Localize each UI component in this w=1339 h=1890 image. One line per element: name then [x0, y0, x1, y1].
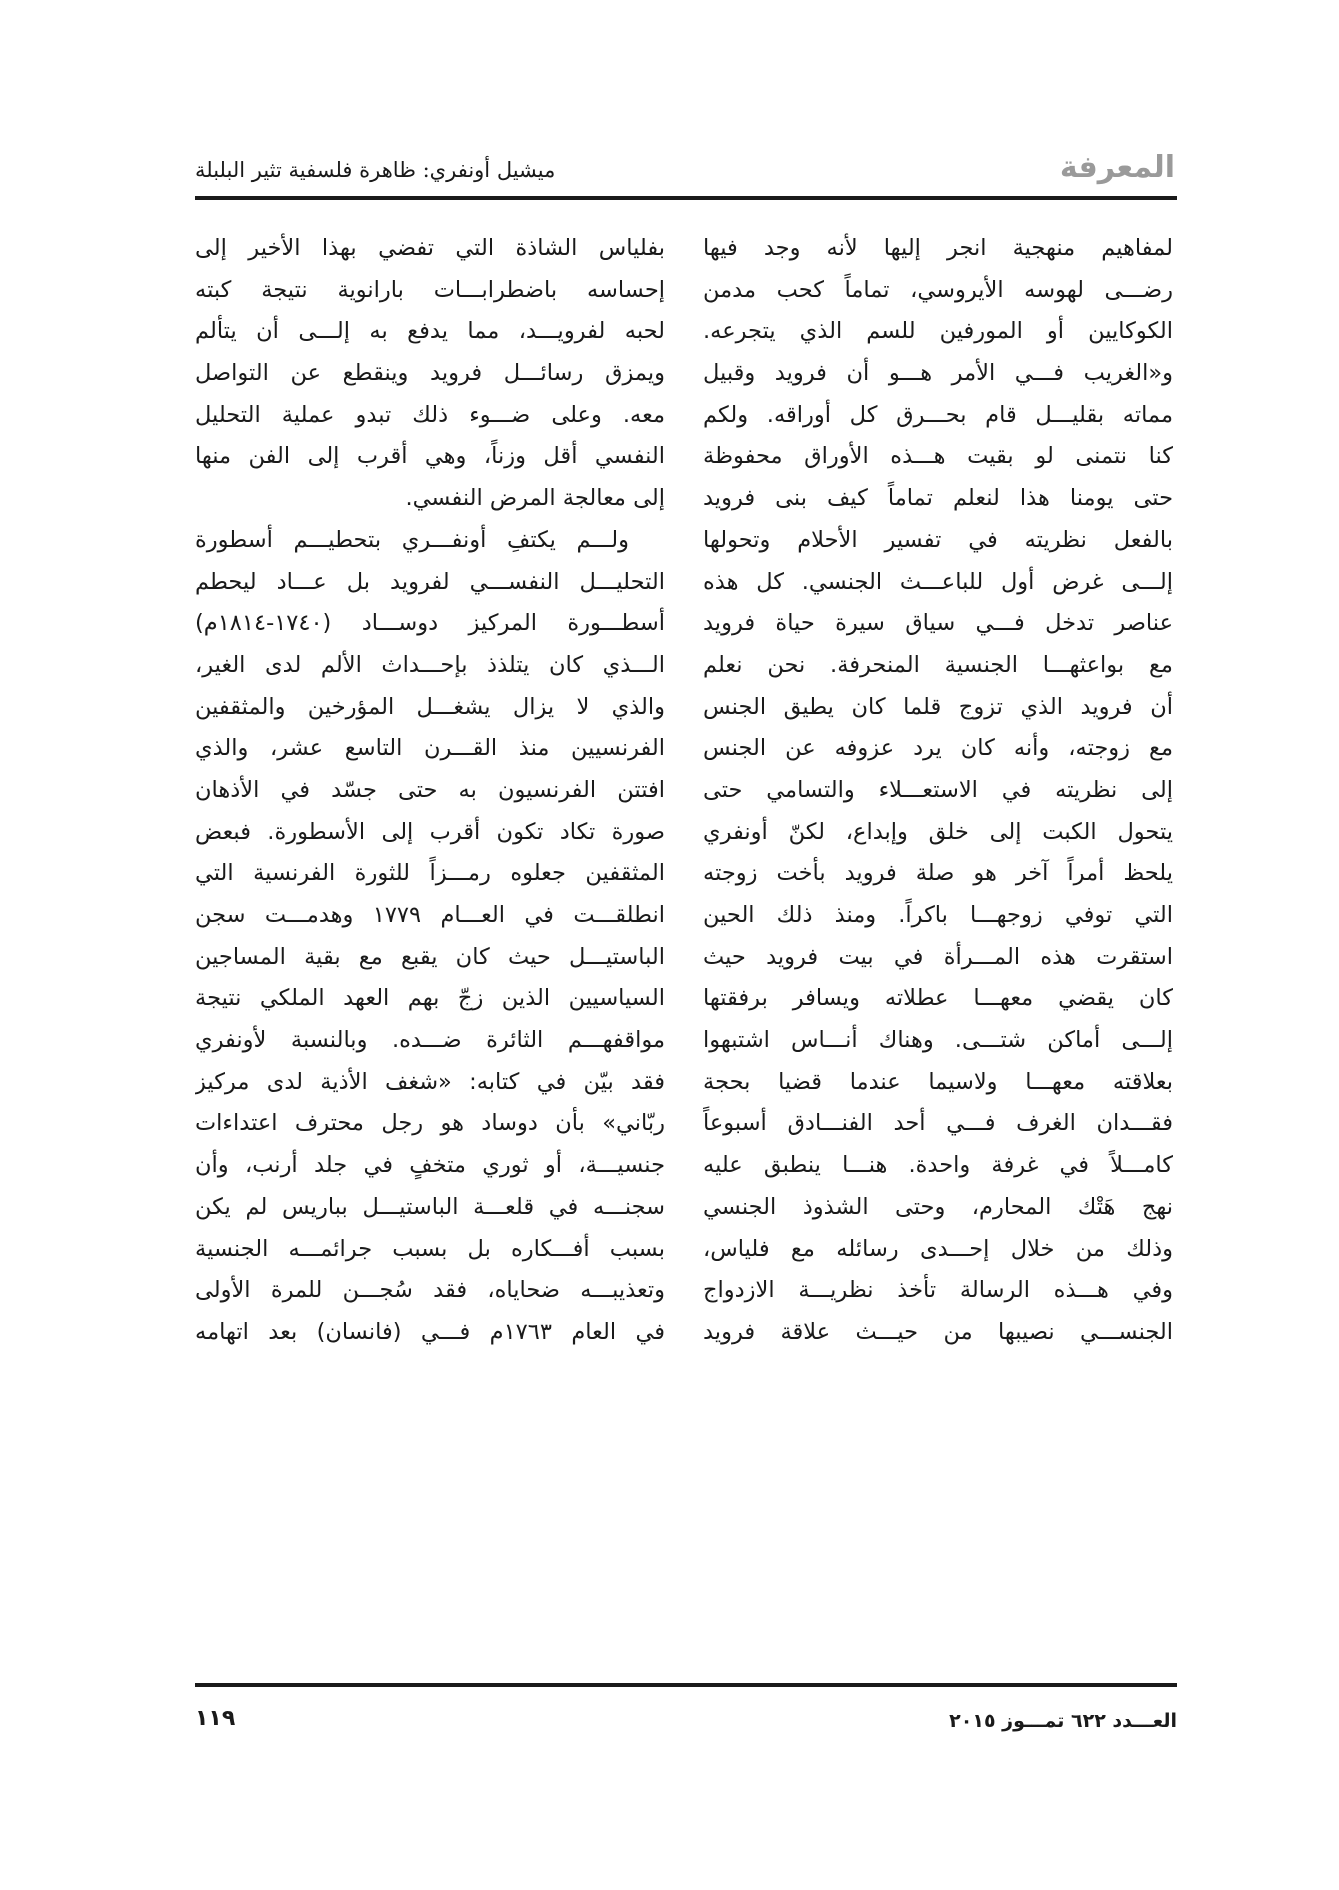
text-line: بالفعل نظريته في تفسير الأحلام وتحولها — [703, 526, 1173, 553]
text-line: الباستيـــل حيث كان يقبع مع بقية المساجين — [195, 943, 665, 970]
text-line: يتحول الكبت إلى خلق وإبداع، لكنّ أونفري — [703, 818, 1173, 845]
left-column — [195, 228, 665, 1354]
text-line: النفسي أقل وزناً، وهي أقرب إلى الفن منها — [195, 443, 665, 470]
text-line: الكوكايين أو المورفين للسم الذي يتجرعه. — [703, 318, 1173, 345]
text-line: فقد بيّن في كتابه: «شغف الأذية لدى مركيز — [195, 1068, 665, 1095]
text-line: التحليـــل النفســـي لفرويد بل عـــاد ليحطم — [195, 568, 665, 595]
text-line: حتى يومنا هذا لنعلم تماماً كيف بنى فرويد — [703, 485, 1173, 512]
header-rule — [195, 196, 1177, 200]
text-line: وفي هـــذه الرسالة تأخذ نظريـــة الازدواج — [703, 1277, 1173, 1304]
text-line: وذلك من خلال إحـــدى رسائله مع فلياس، — [703, 1235, 1173, 1262]
text-line: الجنســـي نصيبها من حيـــث علاقة فرويد — [703, 1318, 1173, 1345]
text-line: افتتن الفرنسيون به حتى جسّد في الأذهان — [195, 776, 665, 803]
text-line: مواقفهـــم الثائرة ضـــده. وبالنسبة لأونفري — [195, 1027, 665, 1054]
text-line: يلحظ أمراً آخر هو صلة فرويد بأخت زوجته — [703, 860, 1173, 887]
text-line: ويمزق رسائـــل فرويد وينقطع عن التواصل — [195, 360, 665, 387]
text-line: إلى معالجة المرض النفسي. — [405, 485, 665, 512]
text-line: لحبه لفرويـــد، مما يدفع به إلـــى أن يتألم — [195, 318, 665, 345]
text-line: بعلاقته معهـــا ولاسيما عندما قضيا بحجة — [703, 1068, 1173, 1095]
text-line: المثقفين جعلوه رمـــزاً للثورة الفرنسية التي — [195, 860, 665, 887]
text-line: رضـــى لهوسه الأيروسي، تماماً كحب مدمن — [703, 276, 1173, 303]
text-line: التي توفي زوجهـــا باكراً. ومنذ ذلك الحين — [703, 902, 1173, 928]
right-column — [703, 228, 1173, 1354]
text-line: أسطـــورة المركيز دوســـاد (١٧٤٠-١٨١٤م) — [195, 610, 665, 637]
text-line: بفلياس الشاذة التي تفضي بهذا الأخير إلى — [195, 235, 665, 261]
text-line: مع بواعثهـــا الجنسية المنحرفة. نحن نعلم — [703, 651, 1173, 678]
text-line: والذي لا يزال يشغـــل المؤرخين والمثقفين — [195, 693, 665, 720]
text-line: عناصر تدخل فـــي سياق سيرة حياة فرويد — [703, 610, 1173, 637]
text-line: وتعذيبـــه ضحاياه، فقد سُجـــن للمرة الأولى — [195, 1277, 665, 1304]
text-line: كنا نتمنى لو بقيت هـــذه الأوراق محفوظة — [703, 443, 1173, 470]
text-line: أن فرويد الذي تزوج قلما كان يطيق الجنس — [703, 693, 1173, 720]
text-line: انطلقـــت في العـــام ١٧٧٩ وهدمـــت سجن — [195, 902, 665, 928]
text-line: مماته بقليـــل قام بحـــرق كل أوراقه. ولكم — [703, 401, 1173, 428]
text-line: لمفاهيم منهجية انجر إليها لأنه وجد فيها — [703, 235, 1173, 261]
magazine-logo: المعرفة — [1059, 150, 1175, 185]
text-line: معه. وعلى ضـــوء ذلك تبدو عملية التحليل — [195, 401, 665, 428]
text-line: صورة تكاد تكون أقرب إلى الأسطورة. فبعض — [195, 818, 665, 845]
text-line: سجنـــه في قلعـــة الباستيـــل بباريس لم يكن — [195, 1193, 665, 1220]
footer-rule — [195, 1683, 1177, 1687]
text-line: ربّاني» بأن دوساد هو رجل محترف اعتداءات — [195, 1110, 665, 1137]
text-line: و«الغريب فـــي الأمر هـــو أن فرويد وقبيل — [703, 360, 1173, 387]
text-line: كان يقضي معهـــا عطلاته ويسافر برفقتها — [703, 985, 1173, 1012]
text-line: إلـــى غرض أول للباعـــث الجنسي. كل هذه — [703, 568, 1173, 595]
page-number: ١١٩ — [195, 1706, 236, 1731]
text-line: إلـــى أماكن شتـــى. وهناك أنـــاس اشتبهوا — [703, 1027, 1173, 1054]
text-line: الفرنسيين منذ القـــرن التاسع عشر، والذي — [195, 735, 665, 762]
text-line: بسبب أفـــكاره بل بسبب جرائمـــه الجنسية — [195, 1235, 665, 1262]
text-line: كامـــلاً في غرفة واحدة. هنـــا ينطبق عليه — [703, 1152, 1173, 1179]
text-line: استقرت هذه المـــرأة في بيت فرويد حيث — [703, 943, 1173, 970]
text-line: فقـــدان الغرف فـــي أحد الفنـــادق أسبوعاً — [703, 1110, 1173, 1137]
text-line: السياسيين الذين زجّ بهم العهد الملكي نتيجة — [195, 985, 665, 1012]
text-line: ولـــم يكتفِ أونفـــري بتحطيـــم أسطورة — [195, 526, 629, 553]
text-line: في العام ١٧٦٣م فـــي (فانسان) بعد اتهامه — [195, 1318, 665, 1345]
text-line: الـــذي كان يتلذذ بإحـــداث الألم لدى الغير، — [195, 651, 665, 678]
issue-info: العـــدد ٦٢٢ تمـــوز ٢٠١٥ — [949, 1710, 1177, 1732]
running-title: ميشيل أونفري: ظاهرة فلسفية تثير البلبلة — [195, 158, 556, 182]
text-line: نهج هَتْك المحارم، وحتى الشذوذ الجنسي — [703, 1193, 1173, 1220]
text-line: إحساسه باضطرابـــات بارانوية نتيجة كبته — [195, 276, 665, 303]
text-line: إلى نظريته في الاستعـــلاء والتسامي حتى — [703, 776, 1173, 803]
page-header — [195, 150, 1175, 196]
text-line: جنسيـــة، أو ثوري متخفٍ في جلد أرنب، وأن — [195, 1152, 665, 1179]
text-line: مع زوجته، وأنه كان يرد عزوفه عن الجنس — [703, 735, 1173, 762]
